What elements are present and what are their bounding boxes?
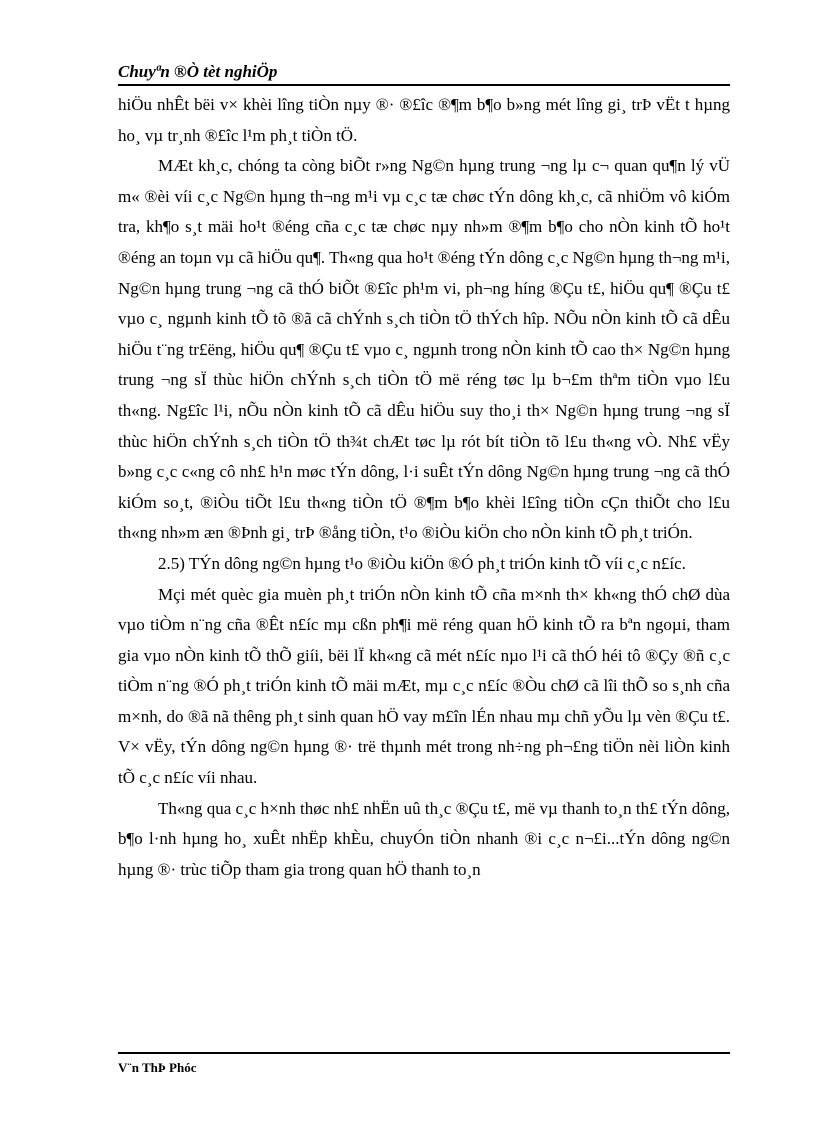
page-footer [118,1052,730,1075]
document-body [118,90,730,885]
paragraph-monetary-policy: MÆt kh¸c, chóng ta còng biÕt r»ng Ng©n hµng trung ¬ng lµ c¬ quan qu¶n lý vÜ m« ®èi víi c¸c Ng©n hµng th¬ng m¹i vµ c¸c tæ chøc tÝn dông kh¸c, cã nhiÖm vô kiÓm tra, kh¶o s¸t mäi ho¹t ®éng cña c¸c tæ chøc nµy nh»m ®¶m b¶o cho nÒn kinh tÕ ho¹t ®éng an toµn vµ cã hiÖu qu¶. Th«ng qua ho¹t ®éng tÝn dông c¸c Ng©n hµng th¬ng m¹i, Ng©n hµng trung ¬ng cã thÓ biÕt ®£îc ph¹m vi, ph¬ng híng ®Çu t£, hiÖu qu¶ ®Çu t£ vµo c¸ ngµnh kinh tÕ tõ ®ã cã chÝnh s¸ch tiÒn tÖ thÝch hîp. NÕu nÒn kinh tÕ cã dÊu hiÖu t¨ng tr£ëng, hiÖu qu¶ ®Çu t£ vµo c¸ ngµnh trong nÒn kinh tÕ cao th× Ng©n hµng trung ¬ng sÏ thùc hiÖn chÝnh s¸ch tiÒn tÖ më réng tøc lµ b¬£m thªm tiÒn vµo l£u th«ng. Ng£îc l¹i, nÕu nÒn kinh tÕ cã dÊu hiÖu suy tho¸i th× Ng©n hµng trung ¬ng sÏ thùc hiÖn chÝnh s¸ch tiÒn tÖ th¾t chÆt tøc lµ rót bít tiÒn tõ l£u th«ng vÒ. Nh£ vËy b»ng c¸c c«ng cô nh£ h¹n møc tÝn dông, l·i suÊt tÝn dông Ng©n hµng trung ¬ng cã thÓ kiÓm so¸t, ®iÒu tiÕt l£u th«ng tiÒn tÖ ®¶m b¶o khèi l£îng tiÒn cÇn thiÕt cho l£u th«ng nh»m æn ®Þnh gi¸ trÞ ®ång tiÒn, t¹o ®iÒu kiÖn cho nÒn kinh tÕ ph¸t triÓn. [118,156,730,543]
paragraph-payment-forms: Th«ng qua c¸c h×nh thøc nh£ nhËn uû th¸c ®Çu t£, më vµ thanh to¸n th£ tÝn dông, b¶o l·nh hµng ho¸ xuÊt nhËp khÈu, chuyÓn tiÒn nhanh ®i c¸c n¬£i...tÝn dông ng©n hµng ®· trùc tiÕp tham gia trong quan hÖ thanh to¸n [118,798,730,879]
header-title: Chuyªn ®Ò tèt nghiÖp [118,62,278,81]
paragraph-continued: hiÖu nhÊt bëi v× khèi lîng tiÒn nµy ®· ®£îc ®¶m b¶o b»ng mét lîng gi¸ trÞ vËt t hµng ho¸ vµ tr¸nh ®£îc l¹m ph¸t tiÒn tÖ. [118,95,730,145]
footer-author: V¨n ThÞ Phóc [118,1060,197,1075]
section-heading-2-5: 2.5) TÝn dông ng©n hµng t¹o ®iÒu kiÖn ®Ó ph¸t triÓn kinh tÕ víi c¸c n£íc. [158,553,686,573]
paragraph-international-relations: Mçi mét quèc gia muèn ph¸t triÓn nÒn kinh tÕ cña m×nh th× kh«ng thÓ chØ dùa vµo tiÒm n¨ng cña ®Êt n£íc mµ cßn ph¶i më réng quan hÖ kinh tÕ ra bªn ngoµi, tham gia vµo nÒn kinh tÕ thÕ giíi, bëi lÏ kh«ng cã mét n£íc nµo l¹i cã thÓ héi tô ®Çy ®ñ c¸c tiÒm n¨ng ®Ó ph¸t triÓn kinh tÕ mäi mÆt, mµ c¸c n£íc ®Òu chØ cã lîi thÕ so s¸nh cña m×nh, do ®ã nã thêng ph¸t sinh quan hÖ vay m£în lÉn nhau mµ chñ yÕu lµ vèn ®Çu t£. V× vËy, tÝn dông ng©n hµng ®· trë thµnh mét trong nh÷ng ph¬£ng tiÖn nèi liÒn kinh tÕ c¸c n£íc víi nhau. [118,584,730,788]
page-header [118,60,730,86]
